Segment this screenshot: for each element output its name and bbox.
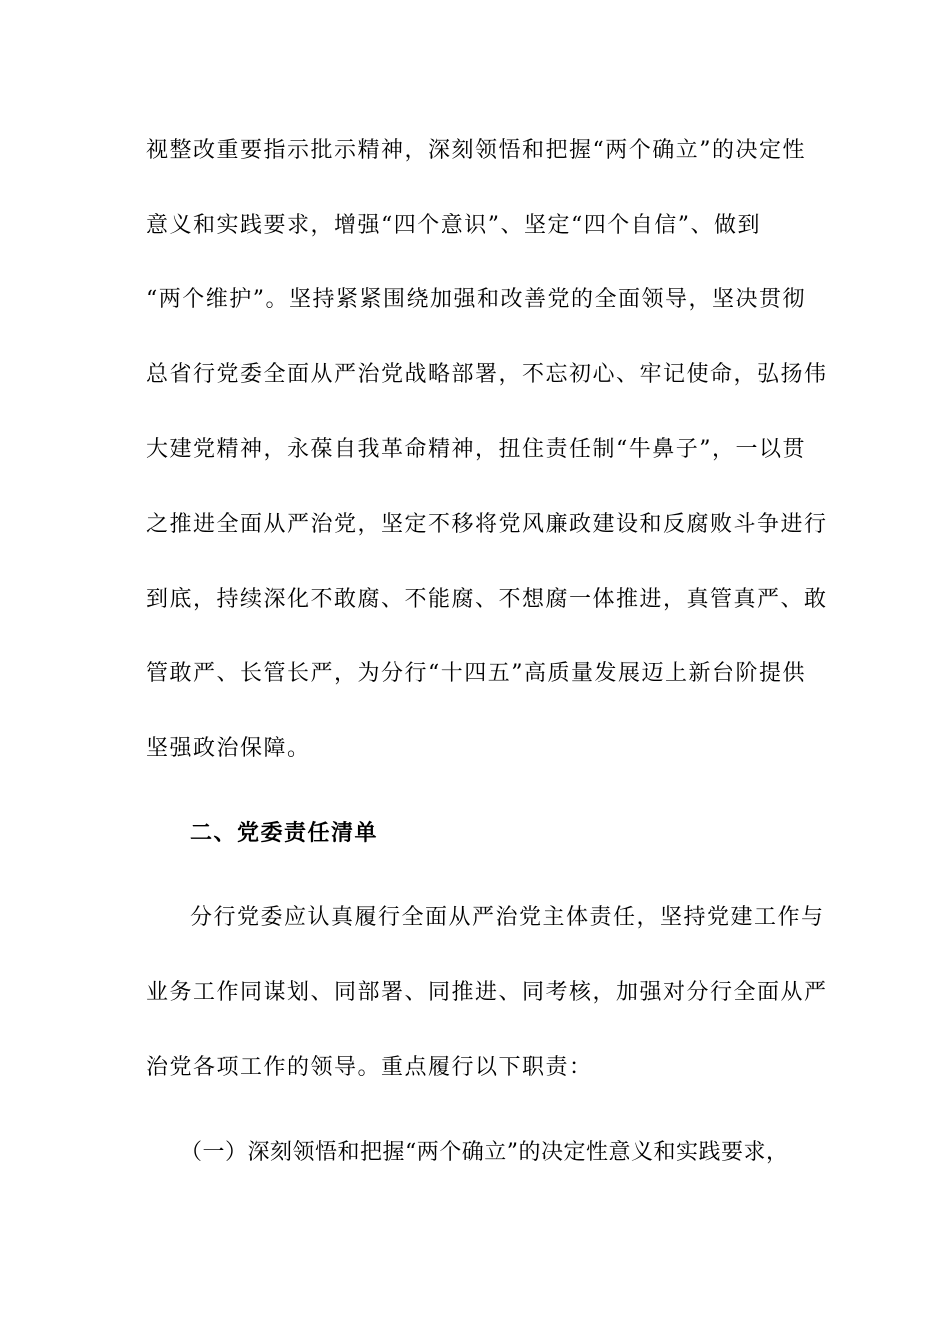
paragraph-1-line-6: 之推进全面从严治党，坚定不移将党风廉政建设和反腐败斗争进行 xyxy=(146,512,828,537)
paragraph-2-line-1: 分行党委应认真履行全面从严治党主体责任，坚持党建工作与 xyxy=(190,905,825,930)
paragraph-1-line-2: 意义和实践要求，增强“四个意识”、坚定“四个自信”、做到 xyxy=(146,213,761,238)
paragraph-1-line-3: “两个维护”。坚持紧紧围绕加强和改善党的全面领导，坚决贯彻 xyxy=(146,287,806,312)
paragraph-1-line-4: 总省行党委全面从严治党战略部署，不忘初心、牢记使命，弘扬伟 xyxy=(146,362,828,387)
paragraph-1-line-8: 管敢严、长管长严，为分行“十四五”高质量发展迈上新台阶提供 xyxy=(146,661,806,686)
paragraph-1-line-7: 到底，持续深化不敢腐、不能腐、不想腐一体推进，真管真严、敢 xyxy=(146,587,828,612)
paragraph-1-line-1: 视整改重要指示批示精神，深刻领悟和把握“两个确立”的决定性 xyxy=(146,138,806,163)
paragraph-2-line-2: 业务工作同谋划、同部署、同推进、同考核，加强对分行全面从严 xyxy=(146,980,828,1005)
paragraph-1-line-5: 大建党精神，永葆自我革命精神，扭住责任制“牛鼻子”，一以贯 xyxy=(146,437,806,462)
paragraph-1-line-9: 坚强政治保障。 xyxy=(146,736,311,761)
item-1-line-1: （一）深刻领悟和把握“两个确立”的决定性意义和实践要求， xyxy=(180,1140,789,1165)
section-heading: 二、党委责任清单 xyxy=(190,820,379,846)
paragraph-2-line-3: 治党各项工作的领导。重点履行以下职责： xyxy=(146,1055,593,1080)
